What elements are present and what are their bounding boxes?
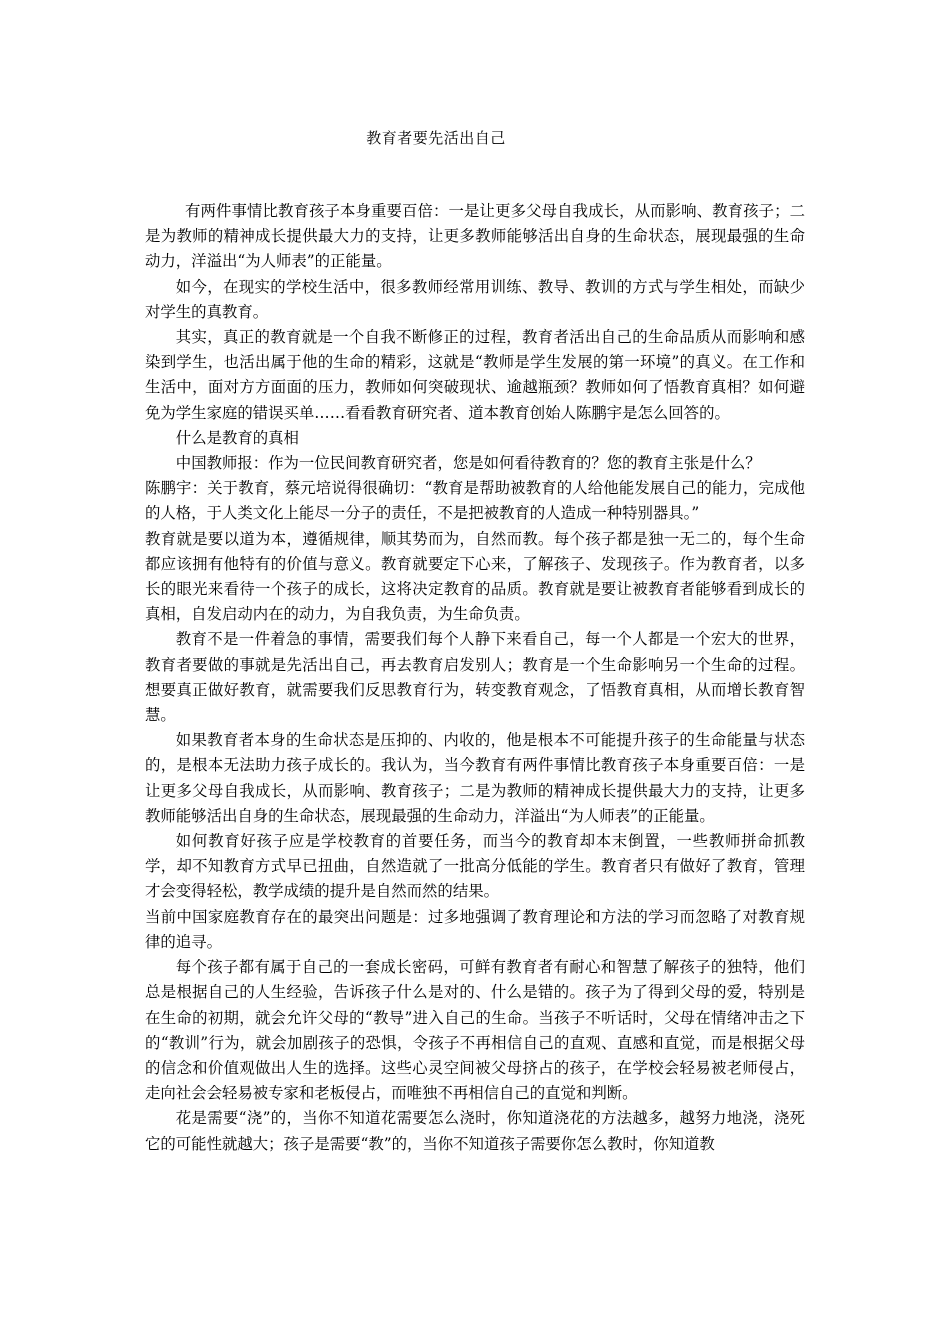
paragraph: 如何教育好孩子应是学校教育的首要任务，而当今的教育却本末倒置，一些教师拼命抓教学，却不知教育方式早已扭曲，自然造就了一批高分低能的学生。教育者只有做好了教育，管理才会变得轻松，教学成绩的提升是自然而然的结果。 (145, 832, 805, 901)
paragraph: 当前中国家庭教育存在的最突出问题是：过多地强调了教育理论和方法的学习而忽略了对教育规律的追寻。 (145, 907, 805, 951)
paragraph: 教育就是要以道为本，遵循规律，顺其势而为，自然而教。每个孩子都是独一无二的，每个生命都应该拥有他特有的价值与意义。教育就要定下心来，了解孩子、发现孩子。作为教育者，以多长的眼光来看待一个孩子的成长，这将决定教育的品质。教育就是要让被教育者能够看到成长的真相，自发启动内在的动力，为自我负责，为生命负责。 (145, 529, 805, 624)
paragraph: 有两件事情比教育孩子本身重要百倍：一是让更多父母自我成长，从而影响、教育孩子；二是为教师的精神成长提供最大力的支持，让更多教师能够活出自身的生命状态，展现最强的生命动力，洋溢出“为人师表”的正能量。 (145, 202, 805, 271)
paragraph: 其实，真正的教育就是一个自我不断修正的过程，教育者活出自己的生命品质从而影响和感染到学生，也活出属于他的生命的精彩，这就是“教师是学生发展的第一环境”的真义。在工作和生活中，面对方方面面的压力，教师如何突破现状、逾越瓶颈？教师如何了悟教育真相？如何避免为学生家庭的错误买单……看看教育研究者、道本教育创始人陈鹏宇是怎么回答的。 (145, 328, 805, 422)
paragraph: 每个孩子都有属于自己的一套成长密码，可鲜有教育者有耐心和智慧了解孩子的独特，他们总是根据自己的人生经验，告诉孩子什么是对的、什么是错的。孩子为了得到父母的爱，特别是在生命的初期，就会允许父母的“教导”进入自己的生命。当孩子不听话时，父母在情绪冲击之下的“教训”行为，就会加剧孩子的恐惧，令孩子不再相信自己的直观、直感和直觉，而是根据父母的信念和价值观做出人生的选择。这些心灵空间被父母挤占的孩子，在学校会轻易被老师侵占，走向社会会轻易被专家和老板侵占，而唯独不再相信自己的直觉和判断。 (145, 958, 805, 1103)
paragraph: 如果教育者本身的生命状态是压抑的、内收的，他是根本不可能提升孩子的生命能量与状态的，是根本无法助力孩子成长的。我认为，当今教育有两件事情比教育孩子本身重要百倍：一是让更多父母自我成长，从而影响、教育孩子；二是为教师的精神成长提供最大力的支持，让更多教师能够活出自身的生命状态，展现最强的生命动力，洋溢出“为人师表”的正能量。 (145, 731, 805, 825)
paragraph: 花是需要“浇”的，当你不知道花需要怎么浇时，你知道浇花的方法越多，越努力地浇，浇死它的可能性就越大；孩子是需要“教”的，当你不知道孩子需要你怎么教时，你知道教 (145, 1109, 805, 1153)
interview-question: 中国教师报：作为一位民间教育研究者，您是如何看待教育的？您的教育主张是什么？ (175, 454, 761, 473)
interview-answer: 陈鹏宇：关于教育，蔡元培说得很确切：“教育是帮助被教育的人给他能发展自己的能力，完成他的人格，于人类文化上能尽一分子的责任，不是把被教育的人造成一种特别器具。” (145, 479, 805, 523)
paragraph: 如今，在现实的学校生活中，很多教师经常用训练、教导、教训的方式与学生相处，而缺少对学生的真教育。 (145, 277, 805, 321)
section-heading: 什么是教育的真相 (175, 428, 299, 447)
document-body (145, 199, 805, 1157)
paragraph: 教育不是一件着急的事情，需要我们每个人静下来看自己，每一个人都是一个宏大的世界，教育者要做的事就是先活出自己，再去教育启发别人；教育是一个生命影响另一个生命的过程。想要真正做好教育，就需要我们反思教育行为，转变教育观念，了悟教育真相，从而增长教育智慧。 (145, 630, 805, 725)
document-title: 教育者要先活出自己 (366, 129, 506, 147)
